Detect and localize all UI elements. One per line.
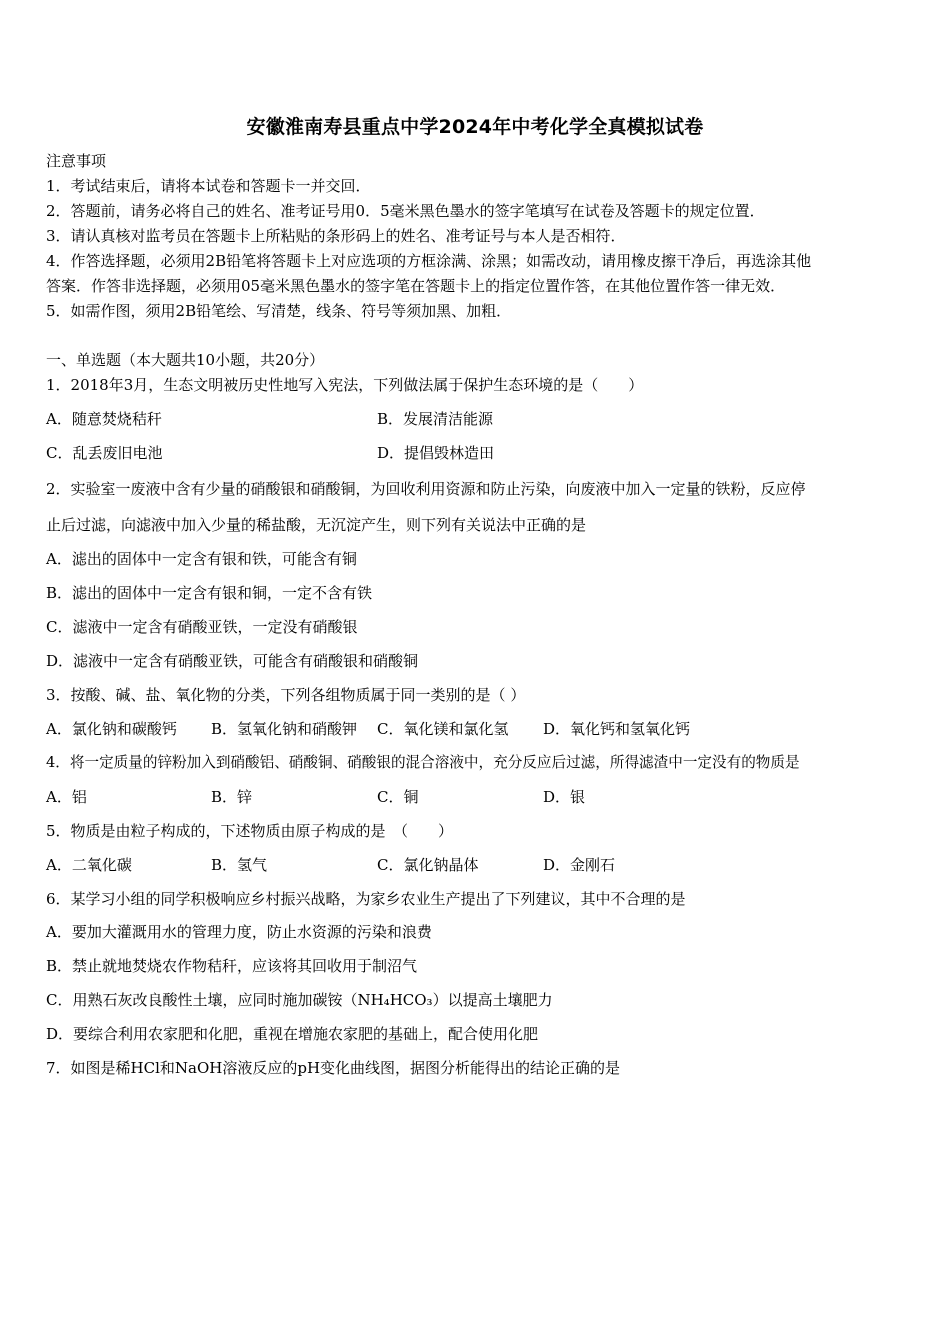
option: C．氧化镁和氯化氢 [377,720,509,738]
option: A．随意焚烧秸秆 [46,410,162,428]
notice-item: 3．请认真核对监考员在答题卡上所粘贴的条形码上的姓名、准考证号与本人是否相符． [46,227,626,245]
option: B．发展清洁能源 [377,410,494,428]
notice-item: 5．如需作图，须用2B铅笔绘、写清楚，线条、符号等须加黑、加粗． [46,302,512,320]
exam-title: 安徽淮南寿县重点中学2024年中考化学全真模拟试卷 [246,116,704,138]
notice-heading: 注意事项 [46,152,107,170]
option: D．要综合利用农家肥和化肥，重视在增施农家肥的基础上，配合使用化肥 [46,1025,539,1043]
option: D．滤液中一定含有硝酸亚铁，可能含有硝酸银和硝酸铜 [46,652,419,670]
option: A．滤出的固体中一定含有银和铁，可能含有铜 [46,550,357,568]
notice-item: 2．答题前，请务必将自己的姓名、准考证号用0．5毫米黑色墨水的签字笔填写在试卷及答题卡的规定位置． [46,202,765,220]
question-stem: 6．某学习小组的同学积极响应乡村振兴战略，为家乡农业生产提出了下列建议，其中不合理的是 [46,890,686,908]
question-stem: 7．如图是稀HCl和NaOH溶液反应的pH变化曲线图，据图分析能得出的结论正确的是 [46,1059,621,1077]
option: D．提倡毁林造田 [377,444,495,462]
option: D．金刚石 [543,856,616,874]
option: C．铜 [377,788,419,806]
section-heading: 一、单选题（本大题共10小题，共20分） [46,351,325,369]
notice-item: 1．考试结束后，请将本试卷和答题卡一并交回． [46,177,371,195]
question-stem: 3．按酸、碱、盐、氧化物的分类，下列各组物质属于同一类别的是（ ） [46,686,526,704]
question-stem: 1．2018年3月，生态文明被历史性地写入宪法，下列做法属于保护生态环境的是（ ） [46,376,644,394]
option: B．滤出的固体中一定含有银和铜，一定不含有铁 [46,584,373,602]
option: B．禁止就地焚烧农作物秸秆，应该将其回收用于制沼气 [46,957,418,975]
option: C．氯化钠晶体 [377,856,479,874]
option: A．氯化钠和碳酸钙 [46,720,177,738]
notice-item: 答案．作答非选择题，必须用05毫米黑色墨水的签字笔在答题卡上的指定位置作答，在其他位置作答一律无效． [46,277,786,295]
notice-item: 4．作答选择题，必须用2B铅笔将答题卡上对应选项的方框涂满、涂黑；如需改动，请用橡皮擦干净后，再选涂其他 [46,252,812,270]
option: C．用熟石灰改良酸性土壤，应同时施加碳铵（NH₄HCO₃）以提高土壤肥力 [46,991,553,1009]
option: A．铝 [46,788,87,806]
option: D．银 [543,788,586,806]
question-stem: 4．将一定质量的锌粉加入到硝酸铝、硝酸铜、硝酸银的混合溶液中，充分反应后过滤，所得滤渣中一定没有的物质是 [46,754,800,771]
question-stem: 5．物质是由粒子构成的，下述物质由原子构成的是 （ ） [46,822,454,840]
option: C．乱丢废旧电池 [46,444,163,462]
question-stem: 止后过滤，向滤液中加入少量的稀盐酸，无沉淀产生，则下列有关说法中正确的是 [46,516,587,534]
option: A．二氧化碳 [46,856,132,874]
option: A．要加大灌溉用水的管理力度，防止水资源的污染和浪费 [46,923,432,941]
option: C．滤液中一定含有硝酸亚铁，一定没有硝酸银 [46,618,358,636]
option: D．氧化钙和氢氧化钙 [543,720,691,738]
option: B．氢氧化钠和硝酸钾 [211,720,358,738]
question-stem: 2．实验室一废液中含有少量的硝酸银和硝酸铜，为回收利用资源和防止污染，向废液中加入一定量的铁粉，反应停 [46,480,806,498]
option: B．锌 [211,788,253,806]
option: B．氢气 [211,856,268,874]
